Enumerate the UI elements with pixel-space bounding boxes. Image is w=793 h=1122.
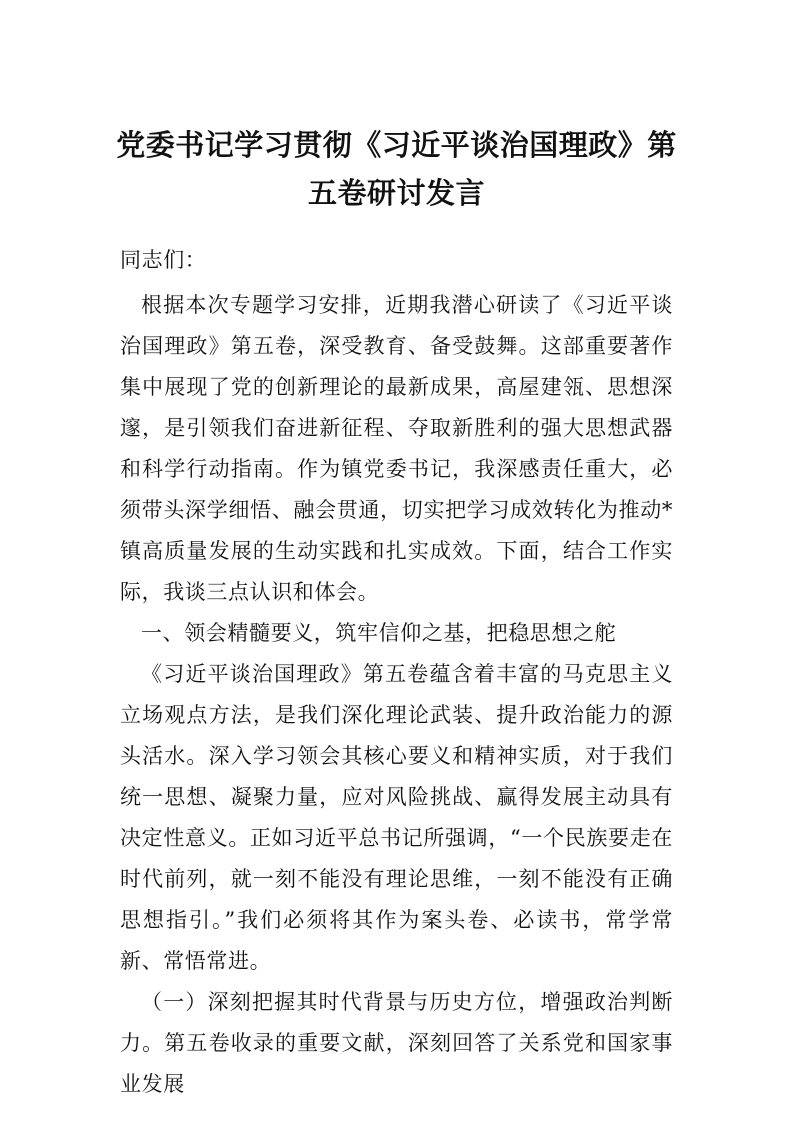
document-title-line-1: 党委书记学习贯彻《习近平谈治国理政》第 — [116, 128, 677, 162]
paragraph-intro: 根据本次专题学习安排，近期我潜心研读了《习近平谈治国理政》第五卷，深受教育、备受鼓舞。这部重要著作集中展现了党的创新理论的最新成果，高屋建瓴、思想深邃，是引领我们奋进新征程、夺取新胜利的强大思想武器和科学行动指南。作为镇党委书记，我深感责任重大，必须带头深学细悟、融会贯通，切实把学习成效转化为推动*镇高质量发展的生动实践和扎实成效。下面，结合工作实际，我谈三点认识和体会。 — [120, 293, 673, 604]
paragraph-section-1: 《习近平谈治国理政》第五卷蕴含着丰富的马克思主义立场观点方法，是我们深化理论武装、提升政治能力的源头活水。深入学习领会其核心要义和精神实质，对于我们统一思想、凝聚力量，应对风险挑战、赢得发展主动具有决定性意义。正如习近平总书记所强调，“一个民族要走在时代前列，就一刻不能没有理论思维，一刻不能没有正确思想指引。”我们必须将其作为案头卷、必读书，常学常新、常悟常进。 — [120, 662, 673, 973]
document-title-line-2: 五卷研讨发言 — [307, 176, 485, 210]
document-body — [120, 240, 673, 1105]
paragraph-subsection-1: （一）深刻把握其时代背景与历史方位，增强政治判断力。第五卷收录的重要文献，深刻回答了关系党和国家事业发展 — [120, 990, 673, 1096]
section-heading-1: 一、领会精髓要义，筑牢信仰之基，把稳思想之舵 — [141, 621, 617, 645]
salutation: 同志们： — [120, 248, 207, 272]
